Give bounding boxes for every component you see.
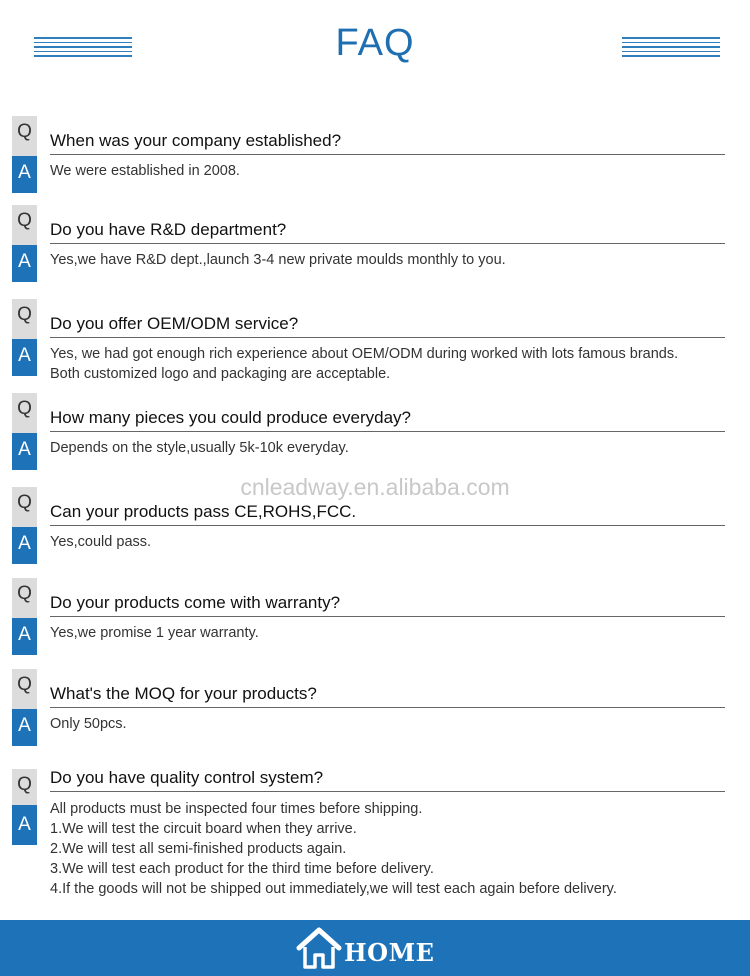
watermark: cnleadway.en.alibaba.com [240,474,510,500]
a-marker: A [12,709,37,746]
a-marker: A [12,527,37,564]
faq-question: Do you have quality control system? [50,767,725,792]
house-icon [296,926,342,970]
faq-question: Do you offer OEM/ODM service? [50,313,725,338]
q-marker: Q [12,393,37,433]
faq-answer [50,438,750,458]
answer-line: Yes,we have R&D dept.,launch 3-4 new private moulds monthly to you. [50,252,506,268]
faq-question: How many pieces you could produce everyday? [50,407,725,432]
answer-line: Yes,we promise 1 year warranty. [50,625,259,641]
faq-question: Do your products come with warranty? [50,592,725,617]
q-marker: Q [12,578,37,618]
answer-line: Both customized logo and packaging are acceptable. [50,366,391,382]
faq-question: What's the MOQ for your products? [50,683,725,708]
answer-line: 1.We will test the circuit board when they arrive. [50,821,357,837]
faq-answer [50,714,750,734]
faq-answer [50,799,750,899]
home-button[interactable] [296,924,435,972]
answer-line: We were established in 2008. [50,163,240,179]
a-marker: A [12,805,37,845]
faq-answer [50,623,750,643]
q-marker: Q [12,769,37,805]
a-marker: A [12,245,37,282]
q-marker: Q [12,669,37,709]
answer-line: Only 50pcs. [50,716,127,732]
q-marker: Q [12,116,37,156]
home-label: HOME [344,937,435,967]
page-title: FAQ [335,22,415,64]
a-marker: A [12,618,37,655]
faq-answer [50,161,750,181]
footer-bar [0,920,750,976]
answer-line: Depends on the style,usually 5k-10k everyday. [50,440,349,456]
faq-answer [50,532,750,552]
answer-line: 2.We will test all semi-finished products again. [50,841,347,857]
answer-line: 4.If the goods will not be shipped out immediately,we will test each again before delivery. [50,881,617,897]
answer-line: Yes,could pass. [50,534,152,550]
answer-line: All products must be inspected four times before shipping. [50,801,423,817]
faq-question: When was your company established? [50,130,725,155]
faq-question: Can your products pass CE,ROHS,FCC. [50,501,725,526]
faq-answer [50,344,750,384]
q-marker: Q [12,487,37,527]
answer-line: 3.We will test each product for the third time before delivery. [50,861,434,877]
a-marker: A [12,156,37,193]
faq-question: Do you have R&D department? [50,219,725,244]
title-decoration-right [622,37,720,60]
a-marker: A [12,339,37,376]
q-marker: Q [12,205,37,245]
answer-line: Yes, we had got enough rich experience about OEM/ODM during worked with lots famous brands. [50,346,679,362]
a-marker: A [12,433,37,470]
q-marker: Q [12,299,37,339]
faq-answer [50,250,750,270]
